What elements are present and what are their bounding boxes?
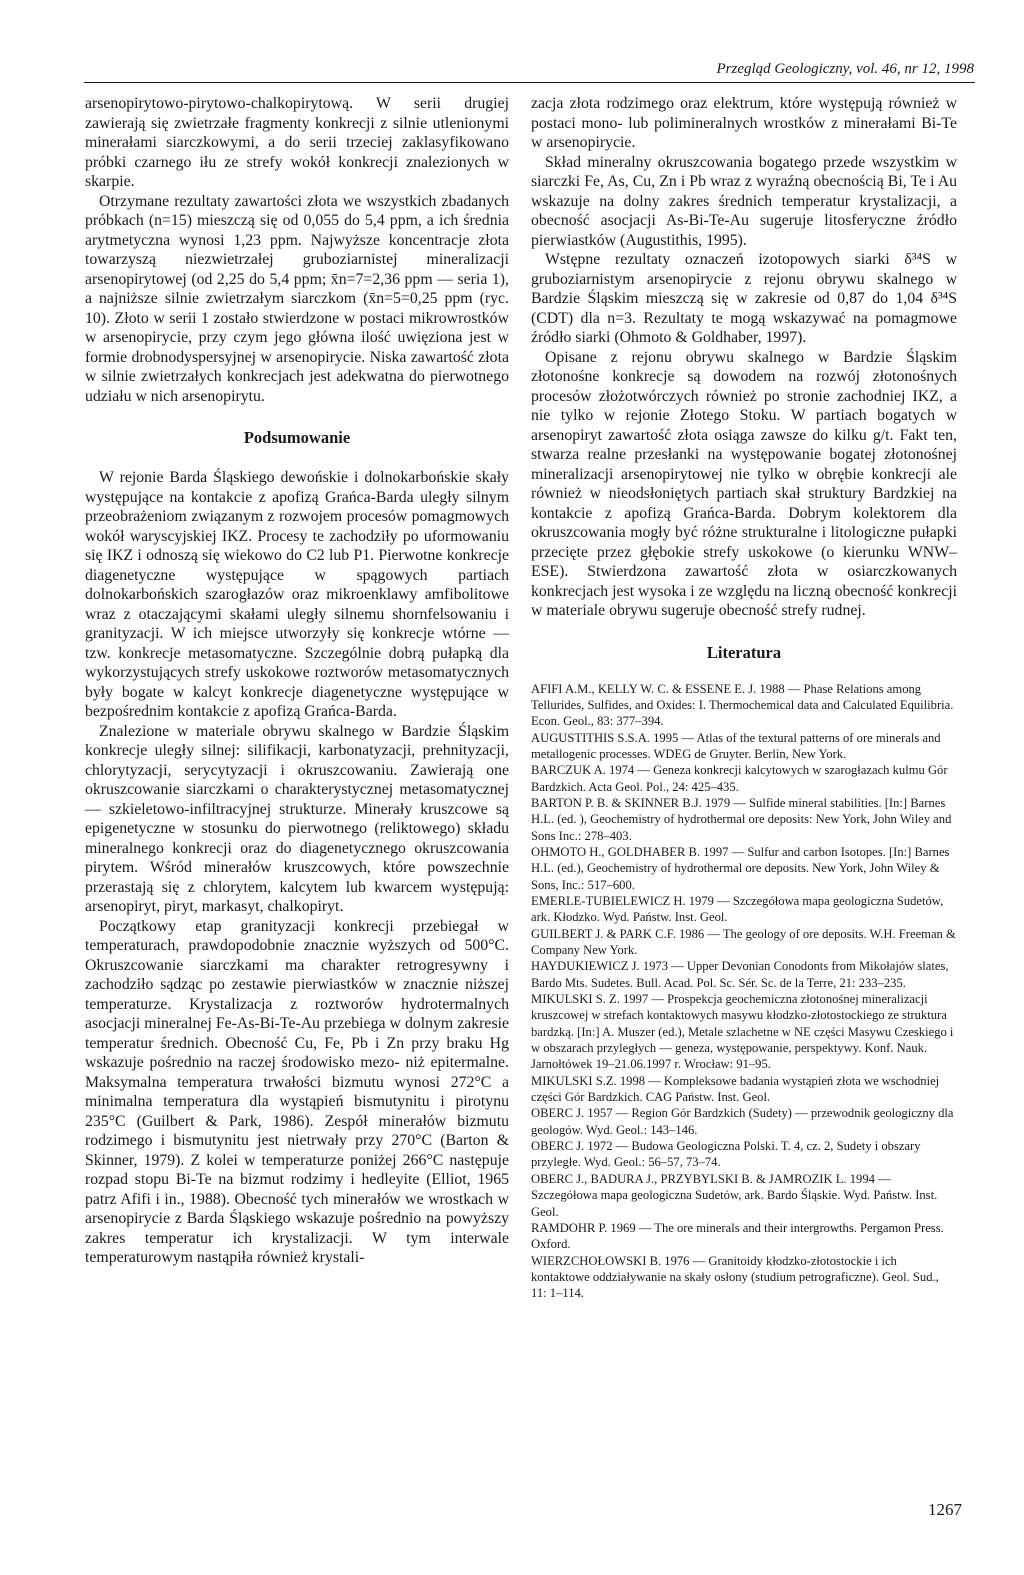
- reference-item: AFIFI A.M., KELLY W. C. & ESSENE E. J. 1988 — Phase Relations among Tellurides, Sulfides, and Oxides: I. Thermochemical data and Calculated Equilibria. Econ. Geol., 83: 377–394.: [531, 681, 954, 729]
- right-column: [531, 94, 957, 1302]
- reference-item: BARCZUK A. 1974 — Geneza konkrecji kalcytowych w szarogłazach kulmu Gór Bardzkich. Acta Geol. Pol., 24: 425–435.: [531, 763, 948, 794]
- reference-item: OBERC J., BADURA J., PRZYBYLSKI B. & JAMROZIK L. 1994 — Szczegółowa mapa geologiczna Sudetów, ark. Bardo Śląskie. Wyd. Państw. Inst. Geol.: [531, 1171, 938, 1219]
- reference-item: OHMOTO H., GOLDHABER B. 1997 — Sulfur and carbon Isotopes. [In:] Barnes H.L. (ed.), Geochemistry of hydrothermal ore deposits. New York, John Wiley & Sons, Inc.: 517–600.: [531, 844, 950, 892]
- reference-item: HAYDUKIEWICZ J. 1973 — Upper Devonian Conodonts from Mikołajów slates, Bardo Mts. Sudetes. Bull. Acad. Pol. Sc. Sér. Sc. de la Terre, 21: 233–235.: [531, 959, 949, 990]
- reference-item: RAMDOHR P. 1969 — The ore minerals and their intergrowths. Pergamon Press. Oxford.: [531, 1220, 944, 1252]
- page-number: 1267: [928, 1500, 962, 1519]
- reference-item: OBERC J. 1957 — Region Gór Bardzkich (Sudety) — przewodnik geologiczny dla geologów. Wyd. Geol.: 143–146.: [531, 1106, 954, 1137]
- paragraph-continuation-right: zacja złota rodzimego oraz elektrum, które występują również w postaci mono- lub polimineralnych wrostków z minerałami Bi-Te w arsenopirycie.: [531, 95, 957, 151]
- paragraph-results: Otrzymane rezultaty zawartości złota we wszystkich zbadanych próbkach (n=15) mieszczą się od 0,055 do 5,4 ppm, a ich średnia arytmetyczna wynosi 1,23 ppm. Najwyższe koncentracje złota towarzyszą niezwietrzałej gruboziarnistej mineralizacji arsenopirytowej (od 2,25 do 5,4 ppm; x̄n=7=2,36 ppm — seria 1), a najniższe silnie zwietrzałym siarczkom (x̄n=5=0,25 ppm (ryc. 10). Złoto w serii 1 zostało stwierdzone w postaci mikrowrostków w arsenopirycie, przy czym jego główna ilość uwięziona jest w formie drobnodyspersyjnej w arsenopirycie. Niska zawartość złota w silnie zwietrzałych konkrecjach jest adekwatna do pierwotnego udziału w nich arsenopirytu.: [85, 192, 509, 405]
- reference-list: [531, 681, 957, 1302]
- paragraph-mineral-composition: Skład mineralny okruszcowania bogatego przede wszystkim w siarczki Fe, As, Cu, Zn i Pb wraz z wyraźną obecnością Bi, Te i Au wskazuje na dolny zakres średnich temperatur krystalizacji, a obecność asocjacji As-Bi-Te-Au sugeruje litosferyczne źródło pierwiastków (Augustithis, 1995).: [531, 153, 957, 249]
- paragraph-conclusions: Opisane z rejonu obrywu skalnego w Bardzie Śląskim złotonośne konkrecje są dowodem na rozwój złotonośnych procesów złożotwórczych również po stronie zachodniej IKZ, a nie tylko w rejonie Złotego Stoku. W partiach bogatych w arsenopiryt zawartość złota osiąga zawsze do kilku g/t. Fakt ten, stwarza realne przesłanki na występowanie bogatej złotonośnej mineralizacji arsenopirytowej nie tylko w obrębie konkrecji ale również w nieodsłoniętych partiach skał struktury Bardzkiej na kontakcie z apofizą Grańca-Barda. Dobrym kolektorem dla okruszcowania mogły być różne strukturalne i litologiczne pułapki przecięte przez głębokie strefy uskokowe (o kierunku WNW–ESE). Stwierdzona zawartość złota w osiarczkowanych konkrecjach jest wysoka i ze względu na liczną obecność konkrecji w materiale obrywu sugeruje obecność strefy rudnej.: [531, 348, 957, 619]
- reference-item: GUILBERT J. & PARK C.F. 1986 — The geology of ore deposits. W.H. Freeman & Company New York.: [531, 926, 956, 957]
- reference-item: AUGUSTITHIS S.S.A. 1995 — Atlas of the textural patterns of ore minerals and metallogenic processes. WDEG de Gruyter. Berlin, New York.: [531, 730, 941, 761]
- reference-item: MIKULSKI S. Z. 1997 — Prospekcja geochemiczna złotonośnej mineralizacji kruszcowej w strefach kontaktowych masywu kłodzko-złotostockiego ze struktura bardzką. [In:] A. Muszer (ed.), Metale szlachetne w NE części Masywu Czeskiego i w obszarach przyległych — geneza, występowanie, perspektywy. Konf. Nauk. Jarnołtówek 19–21.06.1997 r. Wrocław: 91–95.: [531, 992, 954, 1072]
- reference-item: WIERZCHOŁOWSKI B. 1976 — Granitoidy kłodzko-złotostockie i ich kontaktowe oddziaływanie na skały osłony (studium petrograficzne). Geol. Sud., 11: 1–114.: [531, 1253, 939, 1301]
- paragraph-summary-2: Znalezione w materiale obrywu skalnego w Bardzie Śląskim konkrecje uległy silnej: silifikacji, karbonatyzacji, prehnityzacji, chlorytyzacji, serycytyzacji i okruszcowaniu. Zawierają one okruszcowanie siarczkami o charakterystycznej metasomatycznej — szkieletowo-infiltracyjnej strukturze. Minerały kruszcowe są epigenetyczne w stosunku do pierwotnego (reliktowego) składu mineralnego konkrecji oraz do diagenetycznego okruszcowania pirytem. Wśród minerałów kruszcowych, które powszechnie przerastają się z chlorytem, kalcytem lub kwarcem występują: arsenopiryt, piryt, markasyt, chalkopiryt.: [85, 722, 509, 915]
- left-column: [85, 94, 509, 1268]
- reference-item: BARTON P. B. & SKINNER B.J. 1979 — Sulfide mineral stabilities. [In:] Barnes H.L. (ed. ), Geochemistry of hydrothermal ore deposits: New York, John Wiley and Sons Inc.: 278–403.: [531, 795, 952, 843]
- header-rule: [84, 82, 975, 83]
- reference-item: EMERLE-TUBIELEWICZ H. 1979 — Szczegółowa mapa geologiczna Sudetów, ark. Kłodzko. Wyd. Państw. Inst. Geol.: [531, 893, 944, 925]
- running-head: Przegląd Geologiczny, vol. 46, nr 12, 1998: [716, 61, 974, 77]
- section-heading-summary: Podsumowanie: [243, 428, 351, 447]
- paragraph-summary-3: Początkowy etap granityzacji konkrecji przebiegał w temperaturach, prawdopodobnie znacznie wyższych od 500°C. Okruszcowanie siarczkami ma charakter retrogresywny i zachodziło sądząc po zestawie pierwiastków w znacznie niższej temperaturze. Krystalizacja z roztworów hydrotermalnych asocjacji mineralnej Fe-As-Bi-Te-Au przebiega w dolnym zakresie temperatur średnich. Obecność Cu, Fe, Pb i Zn przy braku Hg wskazuje pośrednio na raczej środowisko mezo- niż epitermalne. Maksymalna temperatura trwałości bizmutu wynosi 272°C a minimalna temperatura dla wystąpień bismutynitu i pirotynu 235°C (Guilbert & Park, 1986). Zespół minerałów bizmutu rodzimego i bismutynitu jest nietrwały przy 270°C (Barton & Skinner, 1979). Z kolei w temperaturze poniżej 266°C następuje rozpad stopu Bi-Te na bizmut rodzimy i hedleyite (Elliot, 1965 patrz Afifi i in., 1988). Obecność tych minerałów we wrostkach w arsenopirycie z Barda Śląskiego wskazuje pośrednio na powyższy zakres temperatur ich krystalizacji. W tym interwale temperaturowym nastąpiła również krystali-: [85, 917, 509, 1266]
- paragraph-isotopes: Wstępne rezultaty oznaczeń izotopowych siarki δ³⁴S w gruboziarnistym arsenopirycie z rejonu obrywu skalnego w Bardzie Śląskim mieszczą się w zakresie od 0,87 do 1,04 δ³⁴S (CDT) dla n=3. Rezultaty te mogą wskazywać na pomagmowe źródło siarki (Ohmoto & Goldhaber, 1997).: [531, 251, 957, 346]
- reference-item: MIKULSKI S.Z. 1998 — Kompleksowe badania wystąpień złota we wschodniej części Gór Bardzkich. CAG Państw. Inst. Geol.: [531, 1073, 940, 1105]
- section-heading-literature: Literatura: [706, 642, 782, 662]
- reference-item: OBERC J. 1972 — Budowa Geologiczna Polski. T. 4, cz. 2, Sudety i obszary przyległe. Wyd. Geol.: 56–57, 73–74.: [531, 1139, 921, 1170]
- paragraph-continuation: arsenopirytowo-pirytowo-chalkopirytową. W serii drugiej zawierają się zwietrzałe fragmenty konkrecji z silnie utlenionymi minerałami siarczkowymi, a do serii trzeciej zaklasyfikowano próbki czarnego iłu ze strefy wokół konkrecji znalezionych w skarpie.: [85, 95, 509, 190]
- paragraph-summary-1: W rejonie Barda Śląskiego dewońskie i dolnokarbońskie skały występujące na kontakcie z apofizą Grańca-Barda uległy silnym przeobrażeniom związanym z rozwojem procesów pomagmowych wokół waryscyjskiej IKZ. Procesy te zachodziły po uformowaniu się IKZ i odnoszą się wiekowo do C2 lub P1. Pierwotne konkrecje diagenetyczne występujące w spągowych partiach dolnokarbońskich szarogłazów oraz mikroenklawy amfibolitowe wraz z otaczającymi skałami uległy silnemu shornfelsowaniu i granityzacji. W ich miejsce utworzyły się konkrecje wtórne — tzw. konkrecje metasomatyczne. Szczególnie dobrą pułapką dla wykorzystujących strefy uskokowe roztworów metasomatycznych były bogate w kalcyt konkrecje diagenetyczne występujące w bezpośrednim kontakcie z apofizą Grańca-Barda.: [85, 469, 509, 720]
